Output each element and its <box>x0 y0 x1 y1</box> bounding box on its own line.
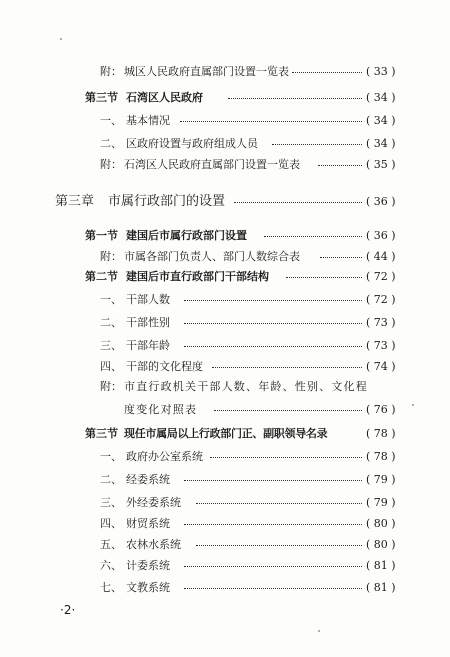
toc-entry-title: 市直行政机关干部人数、年龄、性别、文化程 <box>124 380 368 393</box>
dot-leader <box>184 588 362 589</box>
toc-entry <box>0 577 450 599</box>
dot-leader <box>184 346 362 347</box>
toc-entry-title: 干部性别 <box>126 316 170 329</box>
toc-entry-title: 经委系统 <box>126 473 170 486</box>
toc-entry-page: ( 78 ) <box>366 427 396 440</box>
toc-entry-page: ( 73 ) <box>366 339 396 352</box>
toc-entry-prefix: 五、 <box>100 538 122 551</box>
toc-entry-prefix: 六、 <box>100 559 122 572</box>
dot-leader <box>196 503 362 504</box>
toc-entry-page: ( 35 ) <box>366 158 396 171</box>
toc-entry <box>0 399 450 421</box>
toc-entry-prefix: 第三章 <box>54 194 94 209</box>
dot-leader <box>184 566 362 567</box>
toc-entry-page: ( 80 ) <box>366 517 396 530</box>
toc-entry-title: 干部年龄 <box>126 339 170 352</box>
dot-leader <box>184 300 362 301</box>
toc-entry-title: 区政府设置与政府组成人员 <box>126 137 258 150</box>
toc-entry-page: ( 72 ) <box>366 293 396 306</box>
dot-leader <box>184 524 362 525</box>
toc-entry-title: 市属各部门负责人、部门人数综合表 <box>124 250 300 263</box>
dot-leader <box>286 277 362 278</box>
toc-entry-page: ( 34 ) <box>366 91 396 104</box>
toc-entry-prefix: 二、 <box>100 137 122 150</box>
dot-leader <box>234 202 362 203</box>
dot-leader <box>264 236 362 237</box>
toc-entry-prefix: 二、 <box>100 316 122 329</box>
toc-entry-prefix: 附： <box>100 250 122 263</box>
toc-entry-title: 市属行政部门的设置 <box>108 194 226 209</box>
toc-entry <box>0 469 450 491</box>
dot-leader <box>292 72 362 73</box>
toc-entry-title: 石湾区人民政府直属部门设置一览表 <box>124 158 300 171</box>
dot-leader <box>184 323 362 324</box>
toc-entry <box>0 246 450 268</box>
toc-entry-prefix: 一、 <box>100 293 122 306</box>
toc-entry-prefix: 第二节 <box>85 270 118 283</box>
scan-speck <box>60 38 62 40</box>
toc-entry-prefix: 一、 <box>100 114 122 127</box>
toc-entry-title: 建国后市直行政部门干部结构 <box>126 270 269 283</box>
toc-entry <box>0 513 450 535</box>
toc-entry <box>0 225 450 247</box>
toc-entry <box>0 356 450 378</box>
toc-entry-prefix: 附： <box>100 65 122 78</box>
toc-entry <box>0 446 450 468</box>
dot-leader <box>320 257 362 258</box>
toc-entry-page: ( 36 ) <box>366 195 396 208</box>
toc-entry-prefix: 四、 <box>100 517 122 530</box>
toc-entry-page: ( 34 ) <box>366 137 396 150</box>
dot-leader <box>184 480 362 481</box>
toc-entry-page: ( 73 ) <box>366 316 396 329</box>
toc-entry-title: 文教系统 <box>126 581 170 594</box>
toc-entry <box>0 154 450 176</box>
dot-leader <box>228 98 362 99</box>
toc-entry-title: 财贸系统 <box>126 517 170 530</box>
toc-entry-page: ( 79 ) <box>366 473 396 486</box>
toc-entry-page: ( 34 ) <box>366 114 396 127</box>
toc-entry-page: ( 33 ) <box>366 65 396 78</box>
toc-entry <box>0 376 450 398</box>
toc-entry-page: ( 76 ) <box>366 403 396 416</box>
toc-entry <box>0 423 450 445</box>
toc-entry-page: ( 81 ) <box>366 581 396 594</box>
toc-entry <box>0 133 450 155</box>
toc-entry-prefix: 附： <box>100 158 122 171</box>
toc-entry-title: 度变化对照表 <box>124 403 198 416</box>
toc-entry-page: ( 81 ) <box>366 559 396 572</box>
dot-leader <box>318 165 362 166</box>
toc-entry-prefix: 一、 <box>100 450 122 463</box>
toc-entry <box>0 266 450 288</box>
toc-entry-title: 建国后市属行政部门设置 <box>126 229 247 242</box>
toc-entry <box>0 555 450 577</box>
toc-entry-page: ( 44 ) <box>366 250 396 263</box>
toc-entry <box>0 492 450 514</box>
dot-leader <box>180 121 362 122</box>
toc-entry <box>0 110 450 132</box>
toc-entry <box>0 61 450 83</box>
dot-leader <box>212 367 362 368</box>
toc-entry-title: 外经委系统 <box>126 496 181 509</box>
toc-entry-title: 农林水系统 <box>126 538 181 551</box>
toc-entry-page: ( 74 ) <box>366 360 396 373</box>
toc-entry-title: 政府办公室系统 <box>126 450 203 463</box>
scan-speck <box>318 630 320 632</box>
toc-entry-prefix: 七、 <box>100 581 122 594</box>
toc-entry-page: ( 72 ) <box>366 270 396 283</box>
toc-entry-prefix: 三、 <box>100 339 122 352</box>
toc-entry <box>0 335 450 357</box>
toc-entry-title: 石湾区人民政府 <box>126 91 203 104</box>
toc-entry-prefix: 三、 <box>100 496 122 509</box>
toc-entry-prefix: 四、 <box>100 360 122 373</box>
toc-entry <box>0 289 450 311</box>
toc-entry-prefix: 第一节 <box>85 229 118 242</box>
toc-entry-title: 干部的文化程度 <box>126 360 203 373</box>
toc-entry-title: 基本情况 <box>126 114 170 127</box>
dot-leader <box>214 410 362 411</box>
dot-leader <box>196 545 362 546</box>
toc-chapter <box>0 190 450 214</box>
toc-entry-title: 现任市属局以上行政部门正、副职领导名录 <box>124 427 328 440</box>
toc-entry-page: ( 78 ) <box>366 450 396 463</box>
toc-entry-page: ( 80 ) <box>366 538 396 551</box>
page-number: ·2· <box>60 603 76 617</box>
toc-entry <box>0 312 450 334</box>
toc-entry <box>0 87 450 109</box>
toc-entry-prefix: 第三节 <box>85 91 118 104</box>
toc-entry-title: 计委系统 <box>126 559 170 572</box>
toc-entry-prefix: 二、 <box>100 473 122 486</box>
toc-entry-page: ( 36 ) <box>366 229 396 242</box>
toc-entry-prefix: 附： <box>100 380 122 393</box>
dot-leader <box>272 144 362 145</box>
scan-speck <box>412 404 414 406</box>
toc-entry-page: ( 79 ) <box>366 496 396 509</box>
toc-entry-title: 干部人数 <box>126 293 170 306</box>
toc-entry <box>0 534 450 556</box>
dot-leader <box>210 457 362 458</box>
toc-entry-title: 城区人民政府直属部门设置一览表 <box>124 65 289 78</box>
toc-entry-prefix: 第三节 <box>85 427 118 440</box>
